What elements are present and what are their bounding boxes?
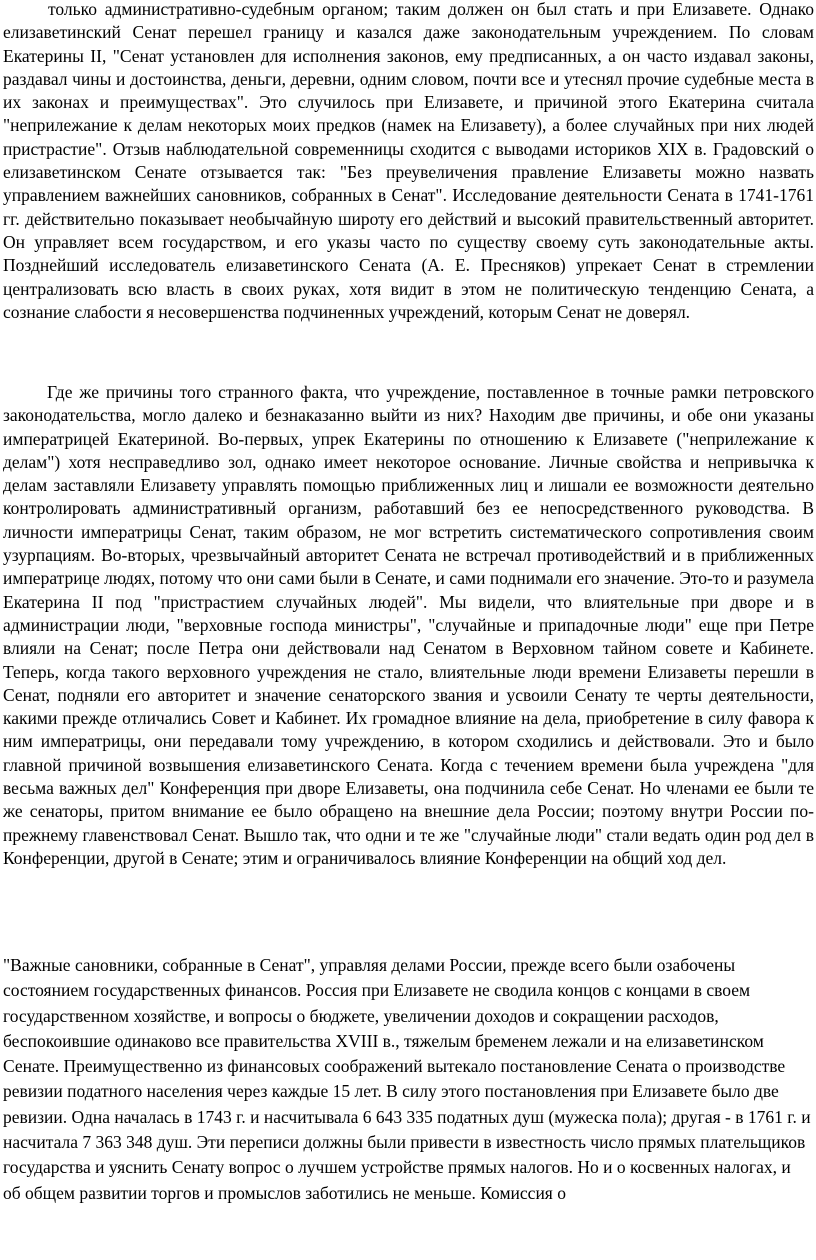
paragraph-finances: "Важные сановники, собранные в Сенат", управляя делами России, прежде всего были озабочены состоянием государственных финансов. Россия при Елизавете не сводила концов с концами в своем государственном хозяйстве, и вопросы о бюджете, увеличении доходов и сокращении расходов, беспокоившие одинаково все правительства XVIII в., тяжелым бременем лежали и на елизаветинском Сенате. Преимущественно из финансовых соображений вытекало постановление Сената о производстве ревизии податного населения через каждые 15 лет. В силу этого постановления при Елизавете было две ревизии. Одна началась в 1743 г. и насчитывала 6 643 335 податных душ (мужеска пола); другая - в 1761 г. и насчитала 7 363 348 душ. Эти переписи должны были привести в известность число прямых плательщиков государства и уяснить Сенату вопрос о лучшем устройстве прямых налогов. Но и о косвенных налогах, и об общем развитии торгов и промыслов заботились не меньше. Комиссия о (3, 955, 811, 1203)
paragraph-senate-powers: только административно-судебным органом; таким должен он был стать и при Елизавете. Однако елизаветинский Сенат перешел границу и казался даже законодательным учреждением. По словам Екатерины II, "Сенат установлен для исполнения законов, ему предписанных, а он часто издавал законы, раздавал чины и достоинства, деньги, деревни, одним словом, почти все и утеснял прочие судебные места в их законах и преимуществах". Это случилось при Елизавете, и причиной этого Екатерина считала "неприлежание к делам некоторых моих предков (намек на Елизавету), а более случайных при них людей пристрастие". Отзыв наблюдательной современницы сходится с выводами историков XIX в. Градовский о елизаветинском Сенате отзывается так: "Без преувеличения правление Елизаветы можно назвать управлением важнейших сановников, собранных в Сенат". Исследование деятельности Сената в 1741-1761 гг. действительно показывает необычайную широту его действий и высокий правительственный авторитет. Он управляет всем государством, и его указы часто по существу своему суть законодательные акты. Позднейший исследователь елизаветинского Сената (А. Е. Пресняков) упрекает Сенат в стремлении централизовать всю власть в своих руках, хотя видит в этом не политическую тенденцию Сената, а сознание слабости я несовершенства подчиненных учреждений, которым Сенат не доверял. (3, 0, 814, 322)
paragraph-causes: Где же причины того странного факта, что учреждение, поставленное в точные рамки петровского законодательства, могло далеко и безнаказанно выйти из них? Находим две причины, и обе они указаны императрицей Екатериной. Во-первых, упрек Екатерины по отношению к Елизавете ("неприлежание к делам") хотя несправедливо зол, однако имеет некоторое основание. Личные свойства и непривычка к делам заставляли Елизавету управлять помощью приближенных лиц и лишали ее возможности деятельно контролировать административный организм, работавший без ее непосредственного руководства. В личности императрицы Сенат, таким образом, не мог встретить систематического сопротивления своим узурпациям. Во-вторых, чрезвычайный авторитет Сената не встречал противодействий и в приближенных императрице людях, потому что они сами были в Сенате, и сами поднимали его значение. Это-то и разумела Екатерина II под "пристрастием случайных людей". Мы видели, что влиятельные при дворе и в администрации люди, "верховные господа министры", "случайные и припадочные люди" еще при Петре влияли на Сенат; после Петра они действовали над Сенатом в Верховном тайном совете и Кабинете. Теперь, когда такого верховного учреждения не стало, влиятельные люди времени Елизаветы перешли в Сенат, подняли его авторитет и значение сенаторского звания и усвоили Сенату те черты деятельности, какими прежде отличались Совет и Кабинет. Их громадное влияние на дела, приобретение в силу фавора к ним императрицы, они передавали тому учреждению, в котором сходились и действовали. Это и было главной причиной возвышения елизаветинского Сената. Когда с течением времени была учреждена "для весьма важных дел" Конференция при дворе Елизаветы, она подчинила себе Сенат. Но членами ее были те же сенаторы, притом внимание ее было обращено на внешние дела России; поэтому внутри России по-прежнему главенствовал Сенат. Вышло так, что одни и те же "случайные люди" стали ведать один род дел в Конференции, другой в Сенате; этим и ограничивалось влияние Конференции на общий ход дел. (3, 382, 814, 868)
